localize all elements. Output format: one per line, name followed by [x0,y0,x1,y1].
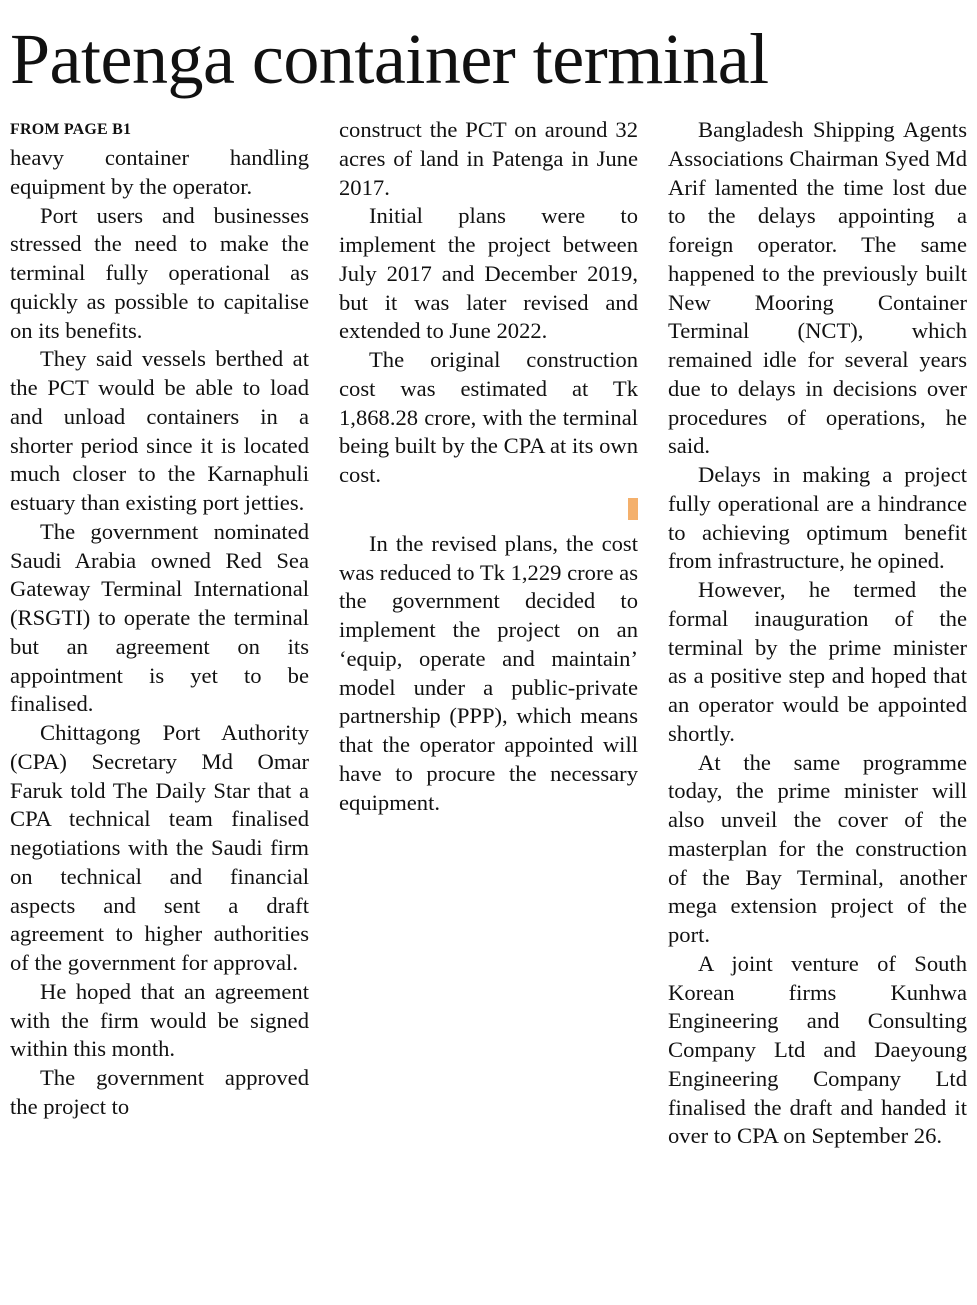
headline: Patenga container terminal [10,19,769,99]
page-reference-kicker: FROM PAGE B1 [10,121,132,138]
pull-quote-accent-bar [628,498,638,520]
paragraph: At the same programme today, the prime minister will also unveil the cover of the masterplan for the construction of the Bay Terminal, another mega extension project of the port. [668,749,967,947]
paragraph: However, he termed the formal inauguration of the terminal by the prime minister as a positive step and hoped that an operator would be appointed shortly. [668,577,967,746]
paragraph: The government approved the project to [10,1065,309,1119]
article-column-3 [668,116,967,1151]
paragraph: A joint venture of South Korean firms Kunhwa Engineering and Consulting Company Ltd and Daeyoung Engineering Company Ltd finalised the draft and handed it over to CPA on September 26. [668,950,967,1149]
paragraph: They said vessels berthed at the PCT would be able to load and unload containers in a shorter period since it is located much closer to the Karnaphuli estuary than existing port jetties. [10,346,309,515]
paragraph: Chittagong Port Authority (CPA) Secretary Md Omar Faruk told The Daily Star that a CPA technical team finalised negotiations with the Saudi firm on technical and financial aspects and sent a draft agreement to higher authorities of the government for approval. [10,720,309,975]
paragraph: He hoped that an agreement with the firm would be signed within this month. [10,978,309,1062]
paragraph: The original construction cost was estimated at Tk 1,868.28 crore, with the terminal being built by the CPA at its own cost. [339,347,638,487]
paragraph: Port users and businesses stressed the need to make the terminal fully operational as quickly as possible to capitalise on its benefits. [10,202,309,343]
article-column-2 [339,116,638,817]
paragraph: heavy container handling equipment by the operator. [10,145,309,199]
paragraph: Initial plans were to implement the project between July 2017 and December 2019, but it was later revised and extended to June 2022. [339,203,638,344]
paragraph: construct the PCT on around 32 acres of land in Patenga in June 2017. [339,117,638,200]
paragraph: The government nominated Saudi Arabia owned Red Sea Gateway Terminal International (RSGTI) to operate the terminal but an agreement on its appointment is yet to be finalised. [10,518,309,717]
paragraph: Bangladesh Shipping Agents Associations Chairman Syed Md Arif lamented the time lost due to the delays appointing a foreign operator. The same happened to the previously built New Mooring Container Terminal (NCT), which remained idle for several years due to delays in decisions over procedures of operations, he said. [668,117,967,459]
article-column-1 [10,116,309,1122]
paragraph: In the revised plans, the cost was reduced to Tk 1,229 crore as the government decided to implement the project on an ‘equip, operate and maintain’ model under a public-private partnership (PPP), which means that the operator appointed will have to procure the necessary equipment. [339,530,638,815]
paragraph: Delays in making a project fully operational are a hindrance to achieving optimum benefit from infrastructure, he opined. [668,462,967,574]
pull-quote [339,498,638,520]
